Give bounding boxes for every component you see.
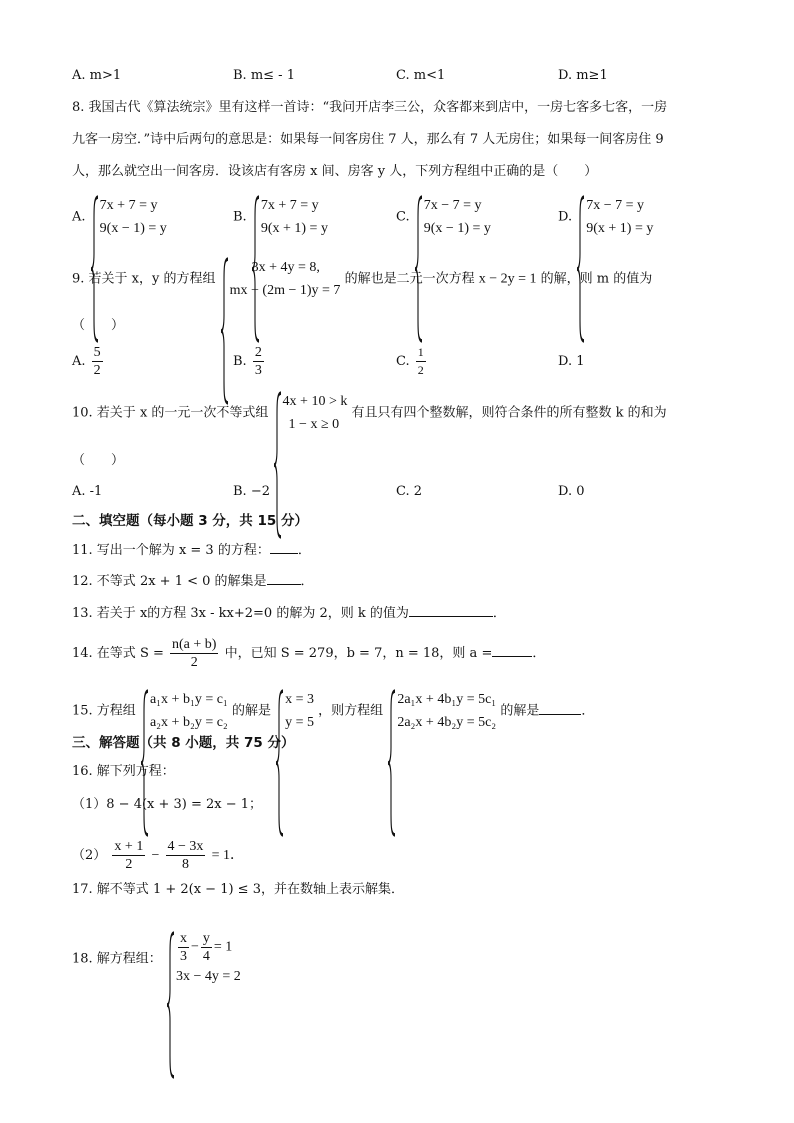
q9-option-c bbox=[396, 344, 428, 379]
q10-option-b: B. −2 bbox=[233, 484, 270, 499]
q10-suffix: 有且只有四个整数解，则符合条件的所有整数 k 的和为 bbox=[351, 405, 667, 421]
equation-row: 2a₂x + 4b₂y = 5c₂ bbox=[397, 715, 497, 730]
period: ． bbox=[581, 703, 595, 719]
minus-sign: − bbox=[190, 939, 199, 955]
q9-suffix: 的解，则 m 的值为 bbox=[540, 271, 653, 287]
equation-system bbox=[251, 194, 328, 240]
equation-row: 3x − 4y = 2 bbox=[175, 969, 241, 984]
equation-row: 2a₁x + 4b₁y = 5c₁ bbox=[397, 692, 497, 707]
q9-mid: 的解也是二元一次方程 bbox=[344, 271, 475, 287]
equation-row: 3x + 4y = 8, bbox=[251, 260, 320, 275]
numerator: x bbox=[179, 931, 187, 946]
equation-row: a₂x + b₂y = c₂ bbox=[149, 715, 228, 730]
equation-row: 9(x − 1) = y bbox=[99, 221, 167, 236]
fraction bbox=[92, 344, 103, 379]
equation-row: y = 5 bbox=[285, 715, 315, 730]
period: ． bbox=[532, 646, 546, 661]
numerator: 1 bbox=[416, 344, 426, 362]
denominator: 2 bbox=[93, 363, 101, 378]
q7-option-b: B. m≤ - 1 bbox=[233, 68, 295, 83]
q14-pre: 14. 在等式 S = bbox=[72, 646, 164, 661]
inequality-row: 1 − x ≥ 0 bbox=[288, 417, 340, 432]
q15-mid3: 的解是 bbox=[500, 703, 540, 719]
q7-option-c: C. m<1 bbox=[396, 68, 446, 83]
section-heading-solve: 三、解答题（共 8 小题，共 75 分） bbox=[72, 735, 295, 751]
q8-option-a bbox=[72, 194, 167, 240]
q15-mid2: ，则方程组 bbox=[318, 703, 384, 719]
equation-end: = 1． bbox=[211, 848, 244, 863]
q10-option-a: A. -1 bbox=[72, 484, 103, 499]
equation-row: 7x − 7 = y bbox=[423, 198, 482, 213]
period: ． bbox=[300, 574, 314, 589]
option-label: D. bbox=[558, 209, 573, 225]
denominator: 3 bbox=[254, 363, 262, 378]
fraction bbox=[112, 838, 145, 873]
equation-row: mx + (2m − 1)y = 7 bbox=[229, 283, 341, 298]
answer-blank bbox=[270, 539, 298, 554]
equation-system bbox=[414, 194, 491, 240]
numerator: x + 1 bbox=[114, 839, 144, 854]
option-label: B. bbox=[233, 209, 247, 225]
q9-option-a bbox=[72, 344, 105, 379]
numerator: 4 − 3x bbox=[167, 839, 204, 854]
fraction bbox=[253, 344, 264, 379]
fraction bbox=[416, 344, 426, 379]
brace-icon bbox=[387, 688, 396, 838]
q14-post: 中，已知 S = 279，b = 7，n = 18，则 a = bbox=[224, 646, 493, 661]
option-label: A. bbox=[72, 209, 86, 225]
q8-text-line-3: 人，那么就空出一间客房．设该店有客房 x 间、房客 y 人，下列方程组中正确的是（ ） bbox=[72, 164, 598, 179]
answer-blank bbox=[409, 602, 493, 617]
inequality-row: 4x + 10 > k bbox=[282, 394, 348, 409]
equation-row: x = 3 bbox=[285, 692, 315, 707]
part-label: （2） bbox=[72, 848, 107, 863]
equation-row: 7x + 7 = y bbox=[260, 198, 319, 213]
q8-option-d bbox=[558, 194, 653, 240]
q8-text-line-2: 九客一房空．”诗中后两句的意思是：如果每一间客房住 7 人，那么有 7 人无房住；如果每一间客房住 9 bbox=[72, 132, 664, 147]
q13-text: 13. 若关于 x的方程 3x - kx+2=0 的解为 2，则 k 的值为 bbox=[72, 606, 409, 621]
fraction bbox=[201, 930, 212, 965]
equation-system bbox=[140, 688, 228, 734]
equation-system bbox=[90, 194, 167, 240]
q9-option-d: D. 1 bbox=[558, 354, 585, 369]
period: ． bbox=[492, 606, 506, 621]
q12-text: 12. 不等式 2x + 1 < 0 的解集是 bbox=[72, 574, 267, 589]
equation-row bbox=[176, 930, 241, 965]
q15 bbox=[72, 688, 594, 734]
q10-option-c: C. 2 bbox=[396, 484, 423, 499]
q16-part-2 bbox=[72, 838, 244, 873]
q7-option-d: D. m≥1 bbox=[558, 68, 608, 83]
denominator: 8 bbox=[181, 857, 189, 872]
q8-option-c bbox=[396, 194, 491, 240]
q11 bbox=[72, 539, 311, 561]
inequality-system bbox=[273, 390, 348, 436]
denominator: 4 bbox=[202, 949, 210, 964]
q10-option-d: D. 0 bbox=[558, 484, 585, 499]
equation-row: 9(x + 1) = y bbox=[260, 221, 328, 236]
q10-question bbox=[72, 390, 667, 436]
q16-part-1: （1）8 − 4(x + 3) = 2x − 1； bbox=[72, 797, 263, 812]
q16-title: 16. 解下列方程： bbox=[72, 764, 175, 779]
q18-label: 18. 解方程组： bbox=[72, 951, 162, 967]
fraction bbox=[170, 636, 218, 671]
q9-option-b bbox=[233, 344, 266, 379]
q11-text: 11. 写出一个解为 x = 3 的方程： bbox=[72, 543, 270, 558]
q8-option-b bbox=[233, 194, 328, 240]
equation-row: 7x − 7 = y bbox=[586, 198, 645, 213]
numerator: 2 bbox=[254, 345, 262, 360]
denominator: 2 bbox=[417, 363, 424, 377]
q12 bbox=[72, 570, 314, 592]
fraction bbox=[178, 930, 189, 965]
option-label: C. bbox=[396, 354, 410, 369]
numerator: y bbox=[202, 931, 210, 946]
q7-option-a: A. m>1 bbox=[72, 68, 122, 83]
q17: 17. 解不等式 1 + 2(x − 1) ≤ 3，并在数轴上表示解集． bbox=[72, 882, 404, 897]
q9-equation: x − 2y = 1 bbox=[478, 271, 537, 287]
equation-row: 9(x − 1) = y bbox=[423, 221, 491, 236]
q14 bbox=[72, 636, 545, 671]
fraction bbox=[166, 838, 206, 873]
equation-row: a₁x + b₁y = c₁ bbox=[149, 692, 228, 707]
q9-prefix: 9. 若关于 x，y 的方程组 bbox=[72, 271, 216, 287]
q15-mid1: 的解是 bbox=[231, 703, 271, 719]
equation-system bbox=[387, 688, 496, 734]
q9-question bbox=[72, 256, 652, 302]
answer-blank bbox=[267, 570, 301, 585]
q8-text-line-1: 8. 我国古代《算法统宗》里有这样一首诗：“我问开店李三公，众客都来到店中，一房七客多七客，一房 bbox=[72, 100, 668, 115]
denominator: 2 bbox=[190, 655, 198, 670]
option-label: A. bbox=[72, 354, 86, 369]
section-heading-fill-in: 二、填空题（每小题 3 分，共 15 分） bbox=[72, 513, 308, 529]
numerator: n(a + b) bbox=[172, 637, 217, 652]
q18 bbox=[72, 930, 241, 988]
equation-system bbox=[576, 194, 653, 240]
q10-prefix: 10. 若关于 x 的一元一次不等式组 bbox=[72, 405, 269, 421]
equation-system bbox=[220, 256, 341, 302]
brace-icon bbox=[220, 256, 229, 406]
answer-blank bbox=[492, 642, 532, 657]
q13 bbox=[72, 602, 506, 624]
solution-system bbox=[275, 688, 314, 734]
period: ． bbox=[297, 543, 311, 558]
brace-icon bbox=[166, 930, 175, 1080]
option-label: B. bbox=[233, 354, 247, 369]
denominator: 3 bbox=[179, 949, 187, 964]
minus-sign: − bbox=[151, 848, 160, 863]
q10-answer-paren: （ ） bbox=[72, 453, 125, 468]
equation-end: = 1 bbox=[213, 939, 233, 955]
answer-blank bbox=[539, 700, 581, 715]
denominator: 2 bbox=[125, 857, 133, 872]
q9-answer-paren: （ ） bbox=[72, 318, 125, 333]
equation-row: 9(x + 1) = y bbox=[586, 221, 654, 236]
equation-row: 7x + 7 = y bbox=[99, 198, 158, 213]
q15-pre: 15. 方程组 bbox=[72, 703, 136, 719]
option-label: C. bbox=[396, 209, 410, 225]
brace-icon bbox=[275, 688, 284, 838]
equation-system bbox=[166, 930, 241, 988]
numerator: 5 bbox=[93, 345, 101, 360]
